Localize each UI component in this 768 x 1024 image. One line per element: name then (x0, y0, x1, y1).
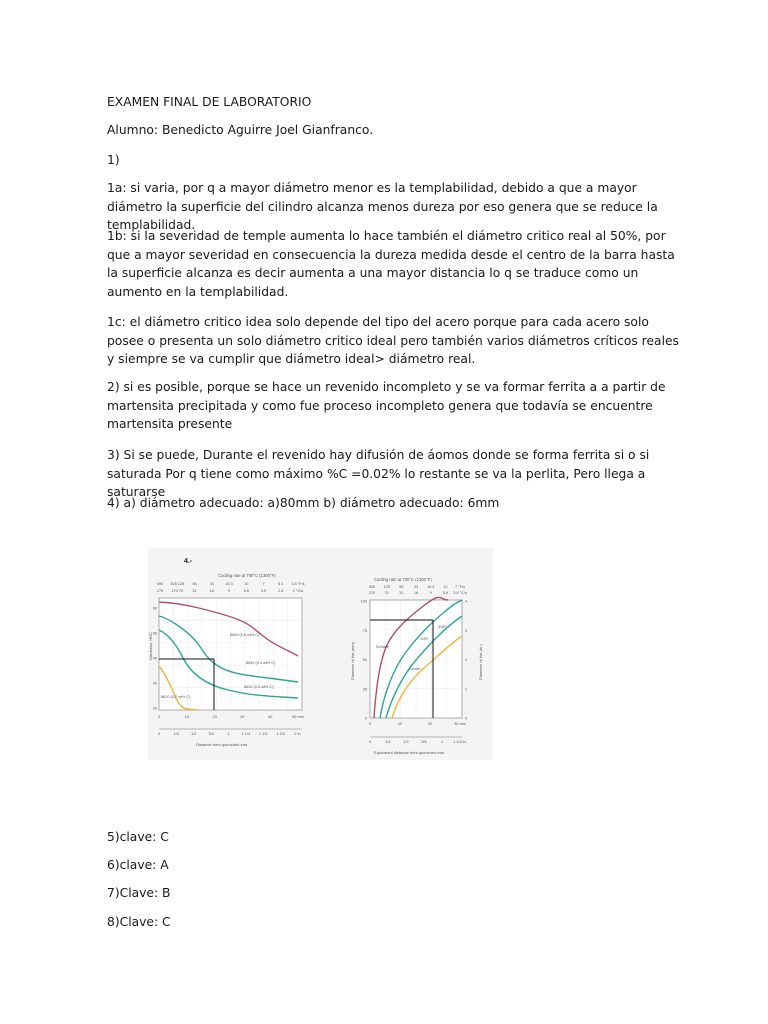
right-x-in-tick: 1 1/4 in. (453, 740, 467, 744)
right-x-in-tick: 3/4 (421, 740, 427, 744)
left-top-ticks-c (157, 589, 303, 593)
left-x-mm-tick: 30 (240, 715, 245, 719)
left-top-f-tick: 16.3 (225, 582, 233, 586)
answer-8: 8)Clave: C (107, 915, 171, 929)
label-half-r: 1/2R (420, 637, 429, 641)
exam-title: EXAMEN FINAL DE LABORATORIO (107, 95, 312, 109)
answer-7: 7)Clave: B (107, 886, 171, 900)
label-8660: 8660 (0.6 wt% C) (230, 633, 260, 637)
left-top-axis-title: Cooling rate at 700°C (1300°F) (218, 573, 276, 578)
left-top-f-tick: 7 (262, 582, 265, 586)
answer-5: 5)clave: C (107, 830, 169, 844)
right-y-right-tick: 1 (465, 687, 468, 692)
right-top-f-tick: 7 °F/s (455, 585, 465, 589)
right-x-mm-tick: 0 (368, 722, 372, 726)
left-top-f-tick: 490 (156, 582, 164, 586)
left-top-f-tick: 56 (192, 582, 197, 586)
left-top-f-tick: 10 (244, 582, 249, 586)
left-top-ticks-f (157, 582, 305, 586)
left-top-c-tick: 3.9 (260, 589, 267, 593)
label-8640: 8640 (0.4 wt% C) (246, 661, 276, 665)
left-x-in-tick: 1/4 (173, 732, 180, 736)
answer-1c: 1c: el diámetro critico idea solo depende del tipo del acero porque para cada acero solo posee o presenta un solo diámetro critico ideal pero también varios diámetros críticos reales y siempre se va cumplir que diámetro ideal> diámetro real. (107, 315, 679, 366)
left-top-c-tick: 270 (156, 589, 164, 593)
answer-2: 2) si es posible, porque se hace un revenido incompleto y se va formar ferrita a a partir de martensita precipitada y como fue proceso incompleto genera que todavía se encuentre martensita presente (107, 380, 666, 431)
left-top-c-tick: 9 (227, 589, 231, 593)
right-top-f-tick: 56 (399, 585, 404, 589)
left-x-in-tick: 0 (157, 732, 161, 736)
left-x-mm-tick: 50 mm (292, 715, 304, 719)
right-y-right-tick: 2 (465, 658, 468, 662)
student-name: Alumno: Benedicto Aguirre Joel Gianfranco. (107, 123, 374, 137)
left-y-tick: 20 (152, 706, 157, 711)
left-top-c-tick: 2 °C/s (292, 589, 304, 593)
right-y-right-tick: 3 (465, 628, 468, 633)
right-top-c-tick: 3.9 °C/s (453, 591, 467, 595)
left-y-tick: 30 (152, 681, 157, 686)
left-x-mm-tick: 40 (268, 715, 273, 719)
left-top-c-tick: 2.8 (278, 589, 284, 593)
label-8620: 8620 (0.2 wt% C) (161, 695, 191, 699)
left-top-f-tick: 5.1 (278, 582, 284, 586)
left-x-mm-tick: 10 (184, 715, 189, 719)
left-ylabel: Hardness, HRC (148, 631, 153, 660)
left-x-in-tick: 1/2 (191, 732, 197, 736)
left-y-tick: 40 (152, 656, 157, 661)
right-x-mm-tick: 10 (397, 722, 403, 726)
answer-1b: 1b: si la severidad de temple aumenta lo hace también el diámetro critico real al 50%, por que a mayor severidad en consecuencia la dureza medida desde el centro de la barra hasta la superficie alcanza es decir aumenta a una mayor distancia lo q se traduce como un aumento en la templabilidad. (107, 229, 675, 299)
right-y-left-tick: 0 (364, 716, 367, 721)
right-x-in-tick: 0 (368, 740, 372, 744)
right-x-mm-tick: 20 (427, 722, 433, 726)
answer-6: 6)clave: A (107, 858, 169, 872)
left-x-mm-tick: 20 (212, 715, 217, 719)
right-top-f-tick: 33 (413, 585, 419, 589)
right-y-right-tick: 4 (465, 599, 468, 604)
right-top-c-tick: 70 (384, 591, 389, 595)
question-1-number: 1) (107, 153, 120, 167)
figure-label: 4.- (184, 558, 193, 565)
left-x-in-tick: 1 1/4 (241, 732, 251, 736)
right-xlabel: Equivalent distance from quenched end (374, 750, 445, 755)
label-three-quarter-r: 3/4R (438, 625, 447, 629)
left-top-f-tick: 3.5 °F/s (291, 582, 305, 586)
label-center: Center (409, 667, 421, 671)
left-x-in-tick: 1 (227, 732, 230, 736)
right-y-left-tick: 25 (362, 687, 367, 692)
right-x-mm-tick: 30 mm (454, 722, 466, 726)
left-top-c-tick: 31 (192, 589, 197, 593)
right-x-in-tick: 1/4 (385, 740, 391, 744)
right-y-left-tick: 75 (362, 628, 367, 633)
left-x-in-tick: 3/4 (208, 732, 214, 736)
right-top-c-tick: 9 (429, 591, 432, 595)
left-top-c-tick: 18 (209, 589, 214, 593)
right-top-c-tick: 18 (413, 591, 419, 595)
right-top-c-tick: 270 (368, 591, 376, 595)
right-top-f-tick: 125 (383, 585, 390, 589)
left-x-in-tick: 1 3/4 (276, 732, 285, 736)
right-x-in-tick: 1 (440, 740, 444, 744)
left-xlabel: Distance from quenched end (196, 742, 248, 747)
answer-3: 3) Si se puede, Durante el revenido hay difusión de áomos donde se forma ferrita si o si saturada Por q tiene como máximo %C =0.02% lo restante se va la perlita, Pero llega a saturarse (107, 448, 650, 499)
right-top-f-tick: 305 (368, 585, 376, 589)
label-surface: Surface (376, 645, 390, 649)
left-top-f-tick: 33 (209, 582, 214, 586)
jominy-figure (148, 548, 493, 760)
jominy-figure-svg (148, 548, 493, 760)
right-top-f-tick: 10 (443, 585, 448, 589)
left-x-mm-tick: 0 (157, 715, 161, 719)
right-top-f-tick: 16.3 (426, 585, 435, 589)
left-y-tick: 50 (152, 631, 157, 636)
right-x-in-tick: 1/2 (403, 740, 409, 744)
right-top-c-tick: 31 (399, 591, 404, 595)
answer-1a: 1a: si varia, por q a mayor diámetro menor es la templabilidad, debido a que a mayor diámetro la superficie del cilindro alcanza menos dureza por eso genera que se reduce la templabilidad. (107, 181, 658, 232)
right-ylabel-right: Diameter of bar (in.) (478, 644, 483, 680)
right-top-axis-title: Cooling rate at 700°C (1300°F) (374, 577, 432, 582)
left-top-f-tick: 305 125 (170, 582, 185, 586)
answer-4: 4) a) diámetro adecuado: a)80mm b) diámetro adecuado: 6mm (107, 496, 500, 510)
right-y-right-tick: 0 (465, 716, 468, 721)
left-x-in-tick: 2 in. (294, 732, 302, 736)
left-top-c-tick: 5.6 (243, 589, 249, 593)
label-8630: 8630 (0.3 wt% C) (244, 685, 274, 689)
left-y-tick: 60 (152, 606, 157, 611)
left-top-c-tick: 170 70 (171, 589, 184, 593)
right-y-left-tick: 50 (362, 658, 367, 662)
right-ylabel-left: Diameter of bar (mm) (350, 641, 355, 680)
right-top-c-tick: 5.6 (442, 591, 448, 595)
right-y-left-tick: 100 (360, 599, 367, 604)
left-x-in-tick: 1 1/2 (259, 732, 268, 736)
